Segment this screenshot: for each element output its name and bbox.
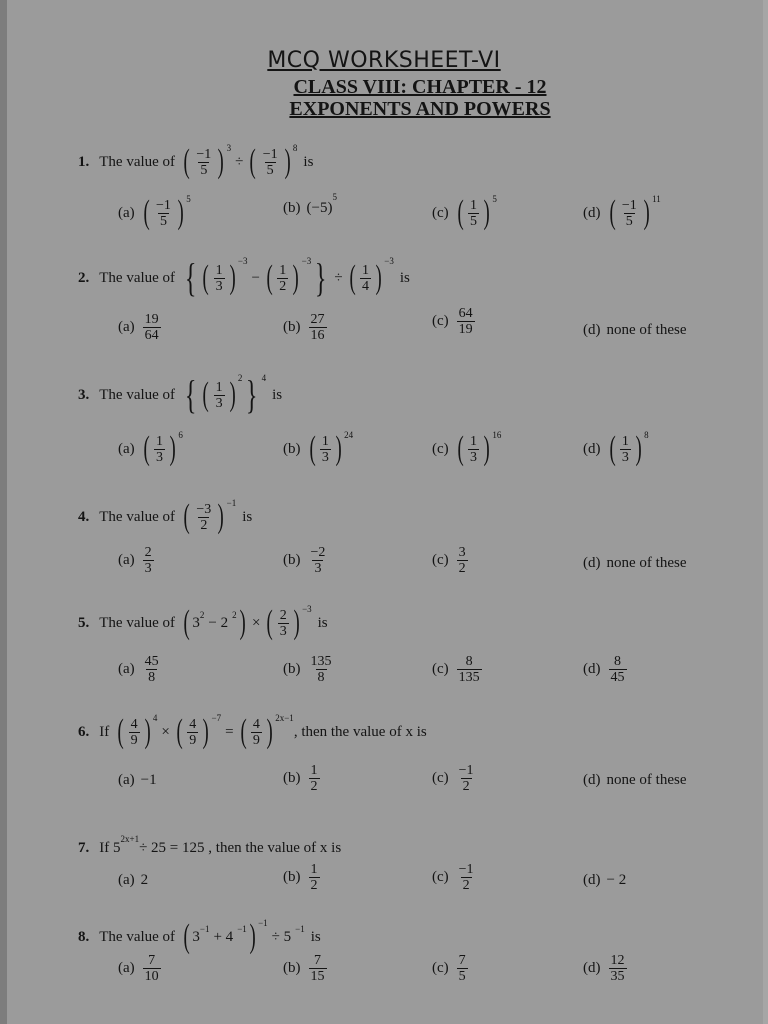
option-b[interactable]: (b) $\frac{-2}{3}$ (283, 545, 326, 576)
question-7: 7. If 5 2x+1 ÷ 25 = 125 , then the value of x is (78, 834, 342, 856)
option-a[interactable]: (a) $\frac{2}{3}$ (118, 545, 152, 576)
option-d[interactable]: (d) $\frac{12}{35}$ (583, 953, 625, 984)
option-b[interactable]: (b) $\frac{7}{15}$ (283, 953, 325, 984)
option-d[interactable]: (d) none of these (583, 555, 687, 571)
option-b[interactable]: (b) (−5) 5 (283, 192, 337, 216)
expression: { ( $\frac{1}{3}$ ) 2 } 4 (184, 372, 267, 417)
question-text: The value of (99, 153, 176, 170)
option-b[interactable]: (b) ( $\frac{1}{3}$ ) 24 (283, 430, 354, 467)
option-b[interactable]: (b) $\frac{1}{2}$ (283, 763, 318, 794)
option-c[interactable]: (c) ( $\frac{1}{3}$ ) 16 (432, 430, 502, 467)
option-d[interactable]: (d) none of these (583, 322, 687, 338)
option-c[interactable]: (c) $\frac{7}{5}$ (432, 953, 466, 984)
option-d[interactable]: (d) ( $\frac{-1}{5}$ ) 11 (583, 194, 661, 231)
question-1: 1. The value of ( $\frac{-1}{5}$ ) 3 ÷ ( $\frac{-1}{5}$ ) 8 is (78, 143, 314, 180)
question-5: 5. The value of ( 3 2 − 2 2 ) × ( $\frac{2}{3}$ ) −3 is (78, 604, 328, 641)
option-a[interactable]: (a) $\frac{45}{8}$ (118, 654, 159, 685)
option-c[interactable]: (c) $\frac{-1}{2}$ (432, 862, 474, 893)
option-d[interactable]: (d) none of these (583, 772, 687, 788)
option-b[interactable]: (b) $\frac{27}{16}$ (283, 312, 325, 343)
question-4: 4. The value of ( $\frac{-3}{2}$ ) −1 is (78, 498, 253, 535)
question-6: 6. If ( $\frac{4}{9}$ ) 4 × ( $\frac{4}{9}$ ) −7 = ( $\frac{4}{9}$ ) 2x−1 , then the value of x is (78, 713, 427, 750)
option-a[interactable]: (a) 2 (118, 872, 149, 888)
expression: ( $\frac{-1}{5}$ ) 3 ÷ ( $\frac{-1}{5}$ ) 8 (183, 143, 298, 180)
scan-left-edge (0, 0, 7, 1024)
option-c[interactable]: (c) ( $\frac{1}{5}$ ) 5 (432, 194, 497, 231)
expression: ( $\frac{-3}{2}$ ) −1 (183, 498, 237, 535)
option-c[interactable]: (c) $\frac{3}{2}$ (432, 545, 466, 576)
option-d[interactable]: (d) − 2 (583, 872, 627, 888)
option-c[interactable]: (c) $\frac{-1}{2}$ (432, 763, 474, 794)
question-number: 1. (78, 153, 90, 170)
option-c[interactable]: (c) $\frac{64}{19}$ (432, 306, 473, 337)
question-8: 8. The value of ( 3 −1 + 4 −1 ) −1 ÷ 5 −1 is (78, 918, 321, 955)
expression: ( $\frac{4}{9}$ ) 4 × ( $\frac{4}{9}$ ) −7 = ( $\frac{4}{9}$ ) 2x−1 (117, 713, 294, 750)
option-a[interactable]: (a) $\frac{7}{10}$ (118, 953, 159, 984)
worksheet-title: MCQ WORKSHEET-VI (267, 48, 501, 73)
option-a[interactable]: (a) −1 (118, 772, 157, 788)
option-b[interactable]: (b) $\frac{1}{2}$ (283, 862, 318, 893)
expression: ( 3 −1 + 4 −1 ) −1 ÷ 5 −1 (183, 918, 305, 955)
option-d[interactable]: (d) $\frac{8}{45}$ (583, 654, 625, 685)
question-3: 3. The value of { ( $\frac{1}{3}$ ) 2 } 4 is (78, 372, 283, 417)
option-d[interactable]: (d) ( $\frac{1}{3}$ ) 8 (583, 430, 649, 467)
option-a[interactable]: (a) ( $\frac{1}{3}$ ) 6 (118, 430, 183, 467)
topic-heading: EXPONENTS AND POWERS (289, 98, 551, 120)
option-b[interactable]: (b) $\frac{135}{8}$ (283, 654, 332, 685)
expression: ( 3 2 − 2 2 ) × ( $\frac{2}{3}$ ) −3 (183, 604, 312, 641)
option-c[interactable]: (c) $\frac{8}{135}$ (432, 654, 480, 685)
expression: { ( $\frac{1}{3}$ ) −3 − ( $\frac{1}{2}$ ) −3 } ÷ ( $\frac{1}{4}$ ) −3 (184, 255, 394, 300)
option-a[interactable]: (a) ( $\frac{-1}{5}$ ) 5 (118, 194, 191, 231)
scan-right-edge (763, 0, 768, 1024)
class-chapter-heading: CLASS VIII: CHAPTER - 12 (293, 76, 547, 98)
question-2: 2. The value of { ( $\frac{1}{3}$ ) −3 − ( $\frac{1}{2}$ ) −3 } ÷ ( $\frac{1}{4}$ ) −3 is (78, 255, 410, 300)
option-a[interactable]: (a) $\frac{19}{64}$ (118, 312, 159, 343)
